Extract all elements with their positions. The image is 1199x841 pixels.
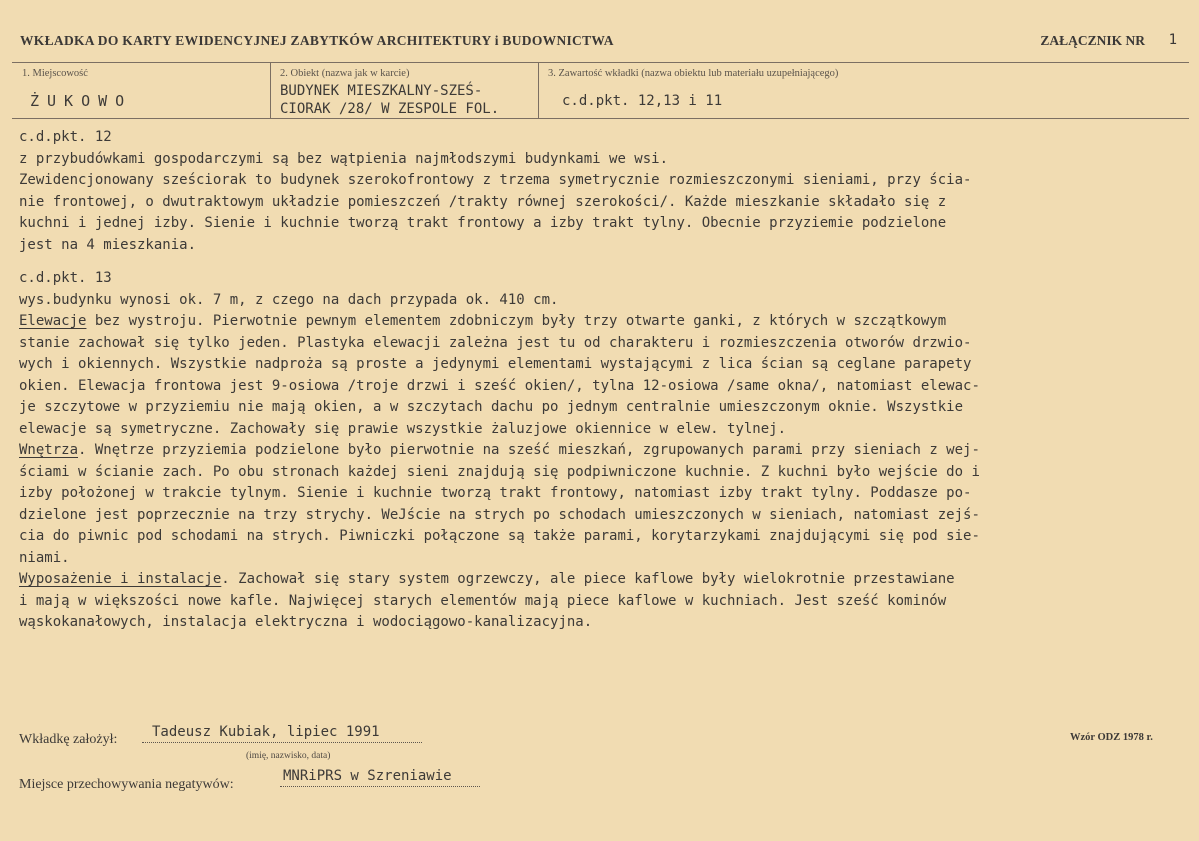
body-line: wąskokanałowych, instalacja elektryczna i wodociągowo-kanalizacyjna. bbox=[19, 614, 593, 630]
storage-label: Miejsce przechowywania negatywów: bbox=[19, 777, 234, 792]
body-line: okien. Elewacja frontowa jest 9-osiowa /troje drzwi i sześć okien/, tylna 12-osiowa /same okna/, natomiast elewac- bbox=[19, 377, 980, 394]
object-value-line2: CIORAK /28/ W ZESPOLE FOL. bbox=[280, 101, 500, 117]
content-field bbox=[540, 62, 1189, 118]
author-label: Wkładkę założył: bbox=[19, 732, 118, 747]
body-line: i mają w większości nowe kafle. Najwięcej starych elementów mają piece kaflowe w kuchniach. Jest sześć kominów bbox=[19, 592, 947, 609]
card-title: WKŁADKA DO KARTY EWIDENCYJNEJ ZABYTKÓW ARCHITEKTURY i BUDOWNICTWA bbox=[20, 33, 614, 48]
fields-row bbox=[12, 62, 1189, 119]
wyposazenie-heading: Wyposażenie i instalacje bbox=[19, 571, 222, 587]
author-underline bbox=[142, 742, 422, 743]
place-field bbox=[12, 62, 271, 118]
author-value: Tadeusz Kubiak, lipiec 1991 bbox=[152, 724, 380, 740]
form-code: Wzór ODZ 1978 r. bbox=[1070, 732, 1153, 743]
section-heading-12: c.d.pkt. 12 bbox=[19, 129, 112, 145]
body-line: je szczytowe w przyziemiu nie mają okien, a w szczytach dachu po jednym centralnie umieszczonym oknie. Wszystkie bbox=[19, 399, 964, 415]
card-header bbox=[12, 18, 1189, 63]
body-line: Wnętrza. Wnętrze przyziemia podzielone było pierwotnie na sześć mieszkań, zgrupowanych parami przy sieniach z wej- bbox=[19, 442, 980, 458]
content-label: 3. Zawartość wkładki (nazwa obiektu lub materiału uzupełniającego) bbox=[548, 68, 839, 79]
wnetrza-heading: Wnętrza bbox=[19, 442, 79, 458]
place-value: ŻUKOWO bbox=[30, 92, 133, 110]
body-line: z przybudówkami gospodarczymi są bez wątpienia najmłodszymi budynkami we wsi. bbox=[19, 150, 669, 167]
body-line: izby położonej w trakcie tylnym. Sienie i kuchnie tworzą trakt frontowy, natomiast izby trakt tylny. Poddasze po- bbox=[19, 485, 972, 501]
section-heading-13: c.d.pkt. 13 bbox=[19, 270, 112, 286]
annex-label: ZAŁĄCZNIK NR bbox=[1040, 33, 1145, 48]
object-field bbox=[272, 62, 539, 118]
author-hint: (imię, nazwisko, data) bbox=[246, 751, 331, 761]
body-line: niami. bbox=[19, 549, 70, 566]
body-line: wych i okiennych. Wszystkie nadproża są proste a jedynymi elementami wystającymi z lica ścian są ceglane parapety bbox=[19, 356, 972, 372]
body-line: ściami w ścianie zach. Po obu stronach każdej sieni znajdują się podpiwniczone kuchnie. Z kuchni było wejście do i bbox=[19, 463, 980, 480]
body-line: Zewidencjonowany sześciorak to budynek szerokofrontowy z trzema symetrycznie rozmieszczonymi sieniami, przy ścia- bbox=[19, 172, 972, 188]
body-line: stanie zachował się tylko jeden. Plastyka elewacji zależna jest tu od charakteru i rozmieszczenia otworów drzwio- bbox=[19, 334, 972, 351]
body-line: cia do piwnic pod schodami na strych. Piwniczki połączone są także parami, korytarzykami znajdującymi się pod sie- bbox=[19, 528, 980, 544]
object-value-line1: BUDYNEK MIESZKALNY-SZEŚ- bbox=[280, 83, 483, 99]
body-line: elewacje są symetryczne. Zachowały się prawie wszystkie żaluzjowe okiennice w elew. tylnej. bbox=[19, 420, 787, 437]
storage-underline bbox=[280, 786, 480, 787]
object-label: 2. Obiekt (nazwa jak w karcie) bbox=[280, 68, 410, 79]
place-label: 1. Miejscowość bbox=[22, 68, 88, 79]
annex-number: 1 bbox=[1168, 32, 1177, 48]
body-line: nie frontowej, o dwutraktowym układzie pomieszczeń /trakty równej szerokości/. Każde mieszkanie składało się z bbox=[19, 193, 947, 210]
body-line: wys.budynku wynosi ok. 7 m, z czego na dach przypada ok. 410 cm. bbox=[19, 291, 559, 308]
typed-body bbox=[19, 127, 1189, 634]
elewacje-heading: Elewacje bbox=[19, 313, 87, 329]
body-line: Wyposażenie i instalacje. Zachował się stary system ogrzewczy, ale piece kaflowe były wielokrotnie przestawiane bbox=[19, 571, 955, 587]
body-line: kuchni i jednej izby. Sienie i kuchnie tworzą trakt frontowy a izby trakt tylny. Obecnie przyziemie podzielone bbox=[19, 215, 947, 231]
body-line: Elewacje bez wystroju. Pierwotnie pewnym elementem zdobniczym były trzy otwarte ganki, z których w szczątkowym bbox=[19, 313, 947, 329]
content-value: c.d.pkt. 12,13 i 11 bbox=[562, 93, 723, 109]
storage-value: MNRiPRS w Szreniawie bbox=[283, 768, 452, 784]
body-line: jest na 4 mieszkania. bbox=[19, 236, 197, 253]
body-line: dzielone jest poprzecznie na trzy strychy. WeJście na strych po schodach umieszczonych w sieniach, natomiast zejś- bbox=[19, 506, 980, 523]
